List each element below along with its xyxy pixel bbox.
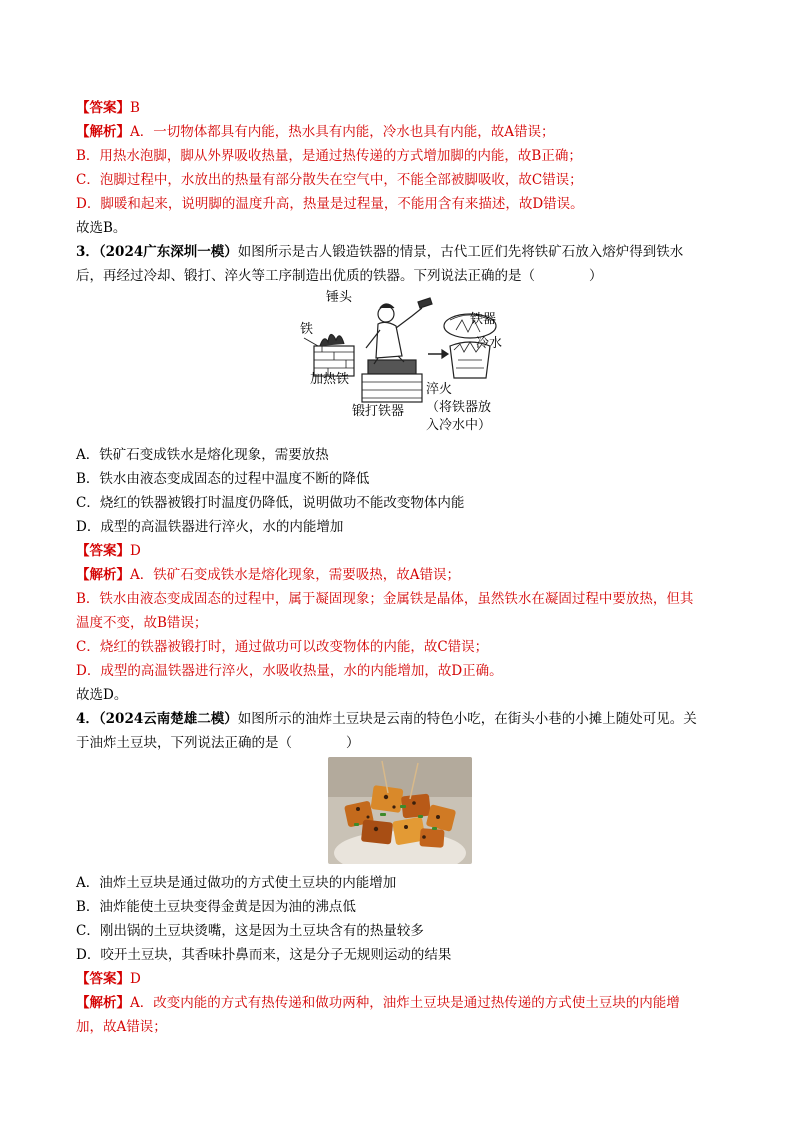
q2-analysis-a: 【解析】A．一切物体都具有内能，热水具有内能，冷水也具有内能，故A错误； [76,124,555,140]
q3-answer [76,539,141,563]
q2-analysis-b: B．用热水泡脚，脚从外界吸收热量，是通过热传递的方式增加脚的内能，故B正确； [76,148,582,164]
label-ironware: 铁器 [470,312,497,327]
q3-stem-line1: 3．（2024广东深圳一模）如图所示是古人锻造铁器的情景，古代工匠们先将铁矿石放入熔炉得到铁水 [76,244,684,260]
answer-value: D [130,971,141,987]
q2-answer [76,96,140,120]
q3-conclusion: 故选D。 [76,687,128,703]
q2-conclusion: 故选B。 [76,220,127,236]
analysis-label: 【解析】 [76,124,130,140]
question-source: （2024广东深圳一模） [98,244,238,260]
answer-label: 【答案】 [76,100,130,116]
q3-analysis-c: C．烧红的铁器被锻打时，通过做功可以改变物体的内能，故C错误； [76,639,489,655]
q4-option-c: C．刚出锅的土豆块烫嘴，这是因为土豆块含有的热量较多 [76,923,424,939]
question-source: （2024云南楚雄二模） [98,711,238,727]
analysis-label: 【解析】 [76,567,130,583]
label-hammer: 锤头 [326,290,353,305]
label-heating-iron: 加热铁 [310,372,350,387]
label-quench-note1: （将铁器放 [426,400,492,415]
q4-stem-line1: 4．（2024云南楚雄二模）如图所示的油炸土豆块是云南的特色小吃，在街头小巷的小摊上随处可见。关 [76,711,697,727]
answer-label: 【答案】 [76,543,130,559]
q3-option-d: D．成型的高温铁器进行淬火，水的内能增加 [76,519,344,535]
q4-analysis-a2: 加，故A错误； [76,1019,167,1035]
q3-analysis-b2: 温度不变，故B错误； [76,615,208,631]
answer-value: D [130,543,141,559]
q3-analysis-b1: B．铁水由液态变成固态的过程中，属于凝固现象；金属铁是晶体，虽然铁水在凝固过程中要放热，但其 [76,591,694,607]
fried-potato-drawing [328,757,472,864]
label-iron: 铁 [300,322,314,337]
label-cold-water: 冷水 [476,336,503,351]
answer-label: 【答案】 [76,971,130,987]
q4-stem-line2: 于油炸土豆块，下列说法正确的是（ ） [76,735,360,751]
q3-stem-line2: 后，再经过冷却、锻打、淬火等工序制造出优质的铁器。下列说法正确的是（ ） [76,268,603,284]
q3-option-c: C．烧红的铁器被锻打时温度仍降低，说明做功不能改变物体内能 [76,495,465,511]
label-quench: 淬火 [426,382,453,397]
q4-option-b: B．油炸能使土豆块变得金黄是因为油的沸点低 [76,899,356,915]
q4-option-a: A．油炸土豆块是通过做功的方式使土豆块的内能增加 [76,875,397,891]
q3-analysis-d: D．成型的高温铁器进行淬火，水吸收热量，水的内能增加，故D正确。 [76,663,503,679]
label-quench-note2: 入冷水中） [426,418,492,433]
q3-analysis-a: 【解析】A．铁矿石变成铁水是熔化现象，需要吸热，故A错误； [76,567,460,583]
forging-illustration [300,290,510,438]
q4-analysis-a1: 【解析】A．改变内能的方式有热传递和做功两种，油炸土豆块是通过热传递的方式使土豆块的内能增 [76,995,680,1011]
q4-answer [76,967,141,991]
fried-potato-photo [328,757,472,864]
q3-option-b: B．铁水由液态变成固态的过程中温度不断的降低 [76,471,370,487]
q2-analysis-c: C．泡脚过程中，水放出的热量有部分散失在空气中，不能全部被脚吸收，故C错误； [76,172,583,188]
question-number: 3． [76,244,99,260]
q2-analysis-d: D．脚暖和起来，说明脚的温度升高，热量是过程量，不能用含有来描述，故D错误。 [76,196,584,212]
answer-value: B [130,100,140,116]
q3-option-a: A．铁矿石变成铁水是熔化现象，需要放热 [76,447,329,463]
question-number: 4． [76,711,99,727]
q4-option-d: D．咬开土豆块，其香味扑鼻而来，这是分子无规则运动的结果 [76,947,452,963]
label-forging: 锻打铁器 [352,404,405,419]
analysis-label: 【解析】 [76,995,130,1011]
